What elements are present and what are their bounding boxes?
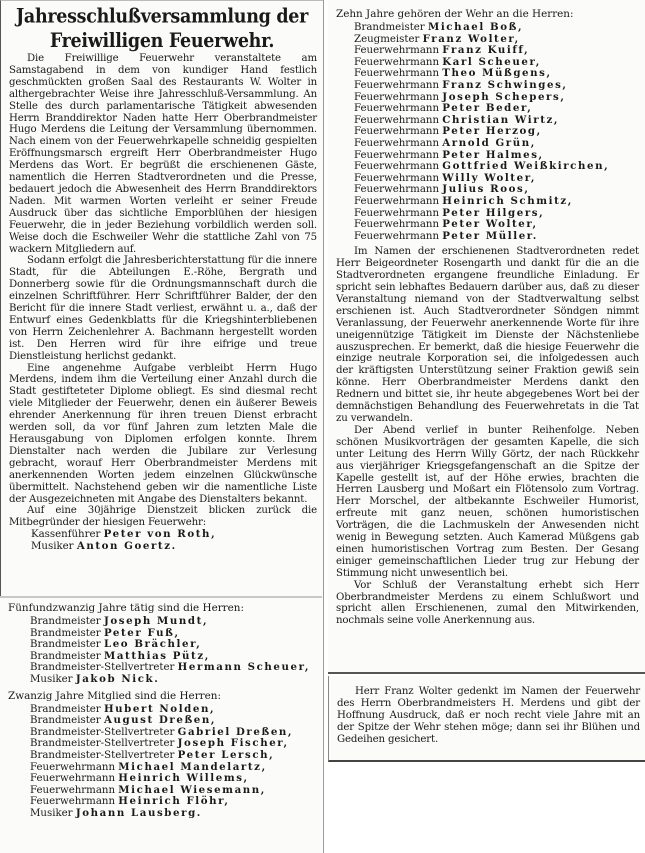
paragraph-city-council: Im Namen der erschienenen Stadtverordneten redet Herr Beigeordneter Rosengarth und dankt für die an die Stadtverordneten ergangene freundliche Einladung. Er spricht sein lebhaftes Bedauern darüber aus, daß zu dieser Veranstaltung niemand von der Stadtverwaltung selbst erschienen ist. Auch Stadtverordneter Söndgen nimmt Veranlassung, der Feuerwehr anerkennende Worte für ihre uneigennützige Tätigkeit im Dienste der Nächstenliebe auszusprechen. Er bemerkt, daß die hiesige Feuerwehr die einzige neutrale Korporation sei, die infolgedessen auch der kräftigsten Unterstützung seiner Fraktion gewiß sein könne. Herr Oberbrandmeister Merdens dankt den Rednern und bittet sie, ihr heute abgegebenes Wort bei der demnächstigen Behandlung des Feuerwehretats in die Tat zu verwandeln. (336, 246, 639, 424)
list-twenty-years (0, 704, 322, 820)
list-item: Feuerwehrmann Heinrich Flöhr, (30, 795, 230, 808)
list-item: Brandmeister Peter Fuß, (30, 626, 180, 639)
list-item: Feuerwehrmann Peter Beder, (354, 102, 533, 115)
paragraph-intro: Die Freiwillige Feuerwehr veranstaltete am Samstagabend in dem von kundiger Hand festlich geschmückten großen Saal des Restaurants W. Wolter in althergebrachter Weise ihre Jahresschluß-Versammlung. An Stelle des durch parlamentarische Tätigkeit abwesenden Herrn Branddirektor Naden hatte Herr Oberbrandmeister Hugo Merdens die Leitung der Versammlung übernommen. Nach einem von der Feuerwehrkapelle schneidig gespielten Eröffnungsmarsch ergreift Herr Oberbrandmeister Hugo Merdens das Wort. Er begrüßt die erschienenen Gäste, namentlich die Herren Stadtverordneten und die Presse, bedauert jedoch die Abwesenheit des Herrn Branddirektors Naden. Mit warmen Worten verleiht er seiner Freude Ausdruck über das sichtliche Emporblühen der hiesigen Feuerwehr, die in jeder Beziehung vorbildlich werden soll. Weise doch die Eschweiler Wehr die stattliche Zahl von 75 wackern Mitgliedern auf. (9, 53, 317, 255)
list-item: Feuerwehrmann Heinrich Schmitz, (354, 194, 573, 207)
column-divider (323, 0, 324, 853)
list-item: Musiker Jakob Nick. (30, 672, 160, 685)
paragraph-reports: Sodann erfolgt die Jahresberichterstattung für die innere Stadt, für die Abteilungen E.-Röhe, Bergrath und Donnerberg sowie für die Ordnungsmannschaft durch die einzelnen Schriftführer. Herr Schriftführer Balder, der den Bericht für die innere Stadt verliest, erwähnt u. a., daß der Entwurf eines Gedenkblatts für die Kriegshinterbliebenen von Herrn Zeichenlehrer A. Bachmann hergestellt worden ist. Den Herren wird für ihre eifrige und treue Dienstleistung herlichst gedankt. (9, 255, 317, 362)
list-item: Feuerwehrmann Michael Wiesemann, (30, 783, 266, 796)
heading-twenty-years: Zwanzig Jahre Mitglied sind die Herren: (8, 689, 221, 702)
list-item: Brandmeister-Stellvertreter Joseph Fischer, (30, 737, 289, 750)
heading-twentyfive-years: Fünfundzwanzig Jahre tätig sind die Herren: (8, 602, 244, 614)
list-item: Brandmeister Joseph Mundt, (30, 615, 209, 627)
list-twentyfive-years (0, 616, 322, 686)
paragraph-evening: Der Abend verlief in bunter Reihenfolge. Neben schönen Musikvorträgen der gesamten Kapelle, die sich unter Leitung des Herrn Willy Görtz, der nach Rückkehr aus vierjähriger Kriegsgefangenschaft an die Spitze der Kapelle gestellt ist, auf der Höhe erwies, brachten die Herren Lausberg und Moßart ein Flötensolo zum Vortrag. Herr Morschel, der altbekannte Eschweiler Humorist, erfreute mit ganz neuen, schönen humoristischen Vorträgen, die die Lachmuskeln der Anwesenden nicht wenig in Bewegung setzten. Auch Kamerad Müßgens gab einen humoristischen Vortrag zum Besten. Der Gesang einiger gemeinschaftlichen Lieder trug zur Hebung der Stimmung nicht unwesentlich bei. (336, 424, 639, 579)
list-item: Brandmeister August Dreßen, (30, 714, 217, 727)
list-thirty-years (1, 529, 323, 552)
list-item: Feuerwehrmann Franz Kuiff, (354, 44, 530, 57)
list-item: Feuerwehrmann Karl Scheuer, (354, 55, 541, 68)
list-item: Feuerwehrmann Theo Müßgens, (354, 67, 552, 80)
list-item: Brandmeister Leo Brächler, (30, 638, 202, 651)
list-item: Zeugmeister Franz Wolter, (354, 32, 520, 45)
list-item: Feuerwehrmann Joseph Schepers, (354, 90, 566, 103)
list-item: Musiker Johann Lausberg. (30, 806, 202, 819)
paragraph-diplomas: Eine angenehme Aufgabe verbleibt Herrn Hugo Merdens, indem ihm die Verteilung einer Anzahl durch die Stadt gestifteteter Diplome obliegt. Es sind diesmal recht viele Mitglieder der Feuerwehr, denen ein äußerer Beweis ehrender Anerkennung für ihren treuen Dienst erbracht werden soll, da vor fünf Jahren zum letzten Male die Herausgabung von Diplomen erfolgen konnte. Ihrem Dienstalter nach werden die Jubilare zur Verlesung gebracht, worauf Herr Oberbrandmeister Merdens mit anerkennenden Worten jedem einzelnen Glückwünsche übermittelt. Nachstehend geben wir die namentliche Liste der Ausgezeichneten mit Angabe des Dienstalters bekannt. (9, 362, 317, 505)
clipping-left-bottom (0, 598, 322, 853)
paragraph-closing: Vor Schluß der Veranstaltung erhebt sich Herr Oberbrandmeister Merdens zu einem Schlußwort und spricht allen Erschienenen, zumal den Mitwirkenden, nochmals seine volle Anerkennung aus. (336, 579, 639, 627)
list-item: Brandmeister Michael Boß, (354, 21, 524, 33)
list-ten-years (328, 22, 645, 242)
clipping-left-top (0, 0, 323, 599)
list-item: Feuerwehrmann Michael Mandelartz, (30, 760, 267, 773)
heading-ten-years: Zehn Jahre gehören der Wehr an die Herren: (336, 8, 574, 20)
list-item: Feuerwehrmann Peter Herzog, (354, 125, 542, 138)
list-item: Feuerwehrmann Peter Müller. (354, 229, 538, 242)
list-item: Feuerwehrmann Arnold Grün, (354, 136, 536, 149)
list-item: Brandmeister Hubert Nolden, (30, 702, 216, 715)
list-item: Brandmeister-Stellvertreter Gabriel Dreßen, (30, 725, 294, 738)
list-item: Kassenführer Peter von Roth, (31, 528, 217, 541)
clipping-right-top (328, 0, 645, 674)
list-item: Feuerwehrmann Christian Wirtz, (354, 113, 560, 126)
list-item: Brandmeister-Stellvertreter Peter Lersch, (30, 748, 275, 761)
list-item: Brandmeister-Stellvertreter Hermann Scheuer, (30, 661, 310, 674)
list-item: Feuerwehrmann Peter Hilgers, (354, 206, 545, 219)
list-item: Feuerwehrmann Peter Halmes, (354, 148, 544, 161)
list-item: Feuerwehrmann Franz Schwinges, (354, 78, 568, 91)
paragraph-thirty-years: Auf eine 30jährige Dienstzeit blicken zurück die Mitbegründer der hiesigen Feuerwehr: (9, 505, 317, 529)
list-item: Feuerwehrmann Gottfried Weißkirchen, (354, 160, 610, 173)
article-title: Jahresschlußversammlung der Freiwilligen Feuerwehr. (15, 5, 309, 53)
list-item: Feuerwehrmann Peter Wolter, (354, 218, 538, 231)
clipping-addendum (328, 676, 645, 762)
list-item: Feuerwehrmann Heinrich Willems, (30, 772, 249, 785)
list-item: Feuerwehrmann Willy Wolter, (354, 171, 537, 184)
list-item: Brandmeister Matthias Pütz, (30, 649, 210, 662)
paragraph-addendum: Herr Franz Wolter gedenkt im Namen der Feuerwehr des Herrn Oberbrandmeisters H. Merdens und gibt der Hoffnung Ausdruck, daß er noch recht viele Jahre mit an der Spitze der Wehr stehen möge; dann sei ihr Blühen und Gedeihen gesichert. (337, 686, 640, 745)
list-item: Musiker Anton Goertz. (31, 539, 177, 552)
list-item: Feuerwehrmann Julius Roos, (354, 183, 530, 196)
